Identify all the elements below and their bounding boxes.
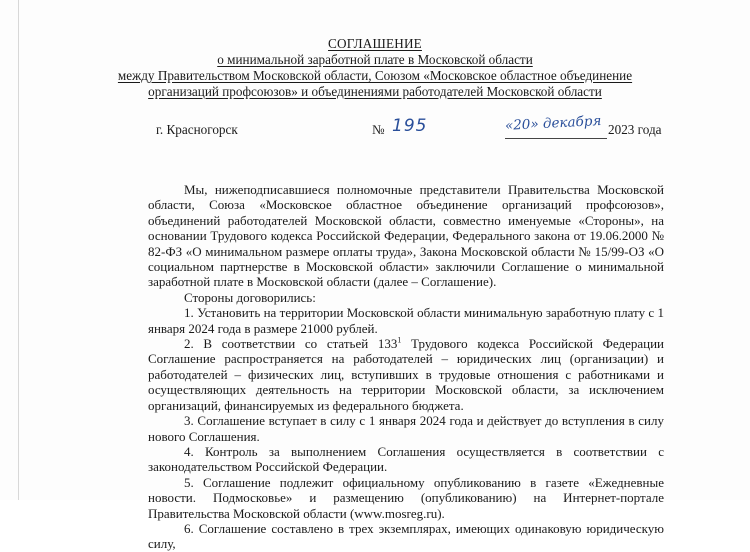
place-date-row [0, 112, 750, 142]
subtitle-line-3: организаций профсоюзов» и объединениями работодателей Московской области [148, 84, 602, 99]
document-title: СОГЛАШЕНИЕ [328, 36, 422, 51]
subtitle-line-1: о минимальной заработной плате в Московской области [217, 52, 533, 67]
document-body [148, 182, 664, 552]
clause-2 [148, 336, 664, 413]
number-label: № [372, 122, 385, 137]
handwritten-date: «20» декабря [504, 112, 602, 134]
clause-1: 1. Установить на территории Московской области минимальную заработную плату с 1 января 2024 года в размере 21000 рублей. [148, 305, 664, 336]
clause-3: 3. Соглашение вступает в силу с 1 января 2024 года и действует до вступления в силу нового Соглашения. [148, 413, 664, 444]
clause-4: 4. Контроль за выполнением Соглашения осуществляется в соответствии с законодательством Российской Федерации. [148, 443, 664, 475]
agreed-line: Стороны договорились: [184, 289, 316, 305]
intro-paragraph: Мы, нижеподписавшиеся полномочные представители Правительства Московской области, Союза «Московское областное объединение организаций профсоюзов», объединений работодателей Московской области, совместно именуемые «Стороны», на основании Трудового кодекса Российской Федерации, Федерального закона от 19.06.2000 № 82-ФЗ «О минимальном размере оплаты труда», Закона Московской области № 15/99-ОЗ «О социальном партнерстве в Московской области» заключили Соглашение о минимальной заработной плате в Московской области (далее – Соглашение). [148, 182, 664, 290]
clause-2-rest: Трудового кодекса Российской Федерации Соглашение распространяется на работодателей – юридических лиц (организации) и работодателей – физических лиц, вступивших в трудовые отношения с работниками и осуществляющих деятельность на территории Московской области, за исключением организаций, финансируемых из федерального бюджета. [148, 336, 664, 413]
document-header [0, 36, 750, 100]
clause-6: 6. Соглашение составлено в трех экземплярах, имеющих одинаковую юридическую силу, [148, 520, 664, 552]
handwritten-number: 195 [392, 116, 428, 136]
place: г. Красногорск [156, 122, 238, 137]
clause-2-superscript: 1 [397, 335, 402, 345]
clause-5: 5. Соглашение подлежит официальному опубликованию в газете «Ежедневные новости. Подмосковье» и размещению (опубликованию) на Интернет-портале Правительства Московской области (www.mosreg.ru). [148, 474, 664, 521]
subtitle-line-2: между Правительством Московской области, Союзом «Московское областное объединение [117, 68, 633, 83]
date-underline [505, 138, 607, 139]
year: 2023 года [608, 122, 662, 137]
clause-2-start: 2. В соответствии со статьей 133 [184, 336, 398, 352]
